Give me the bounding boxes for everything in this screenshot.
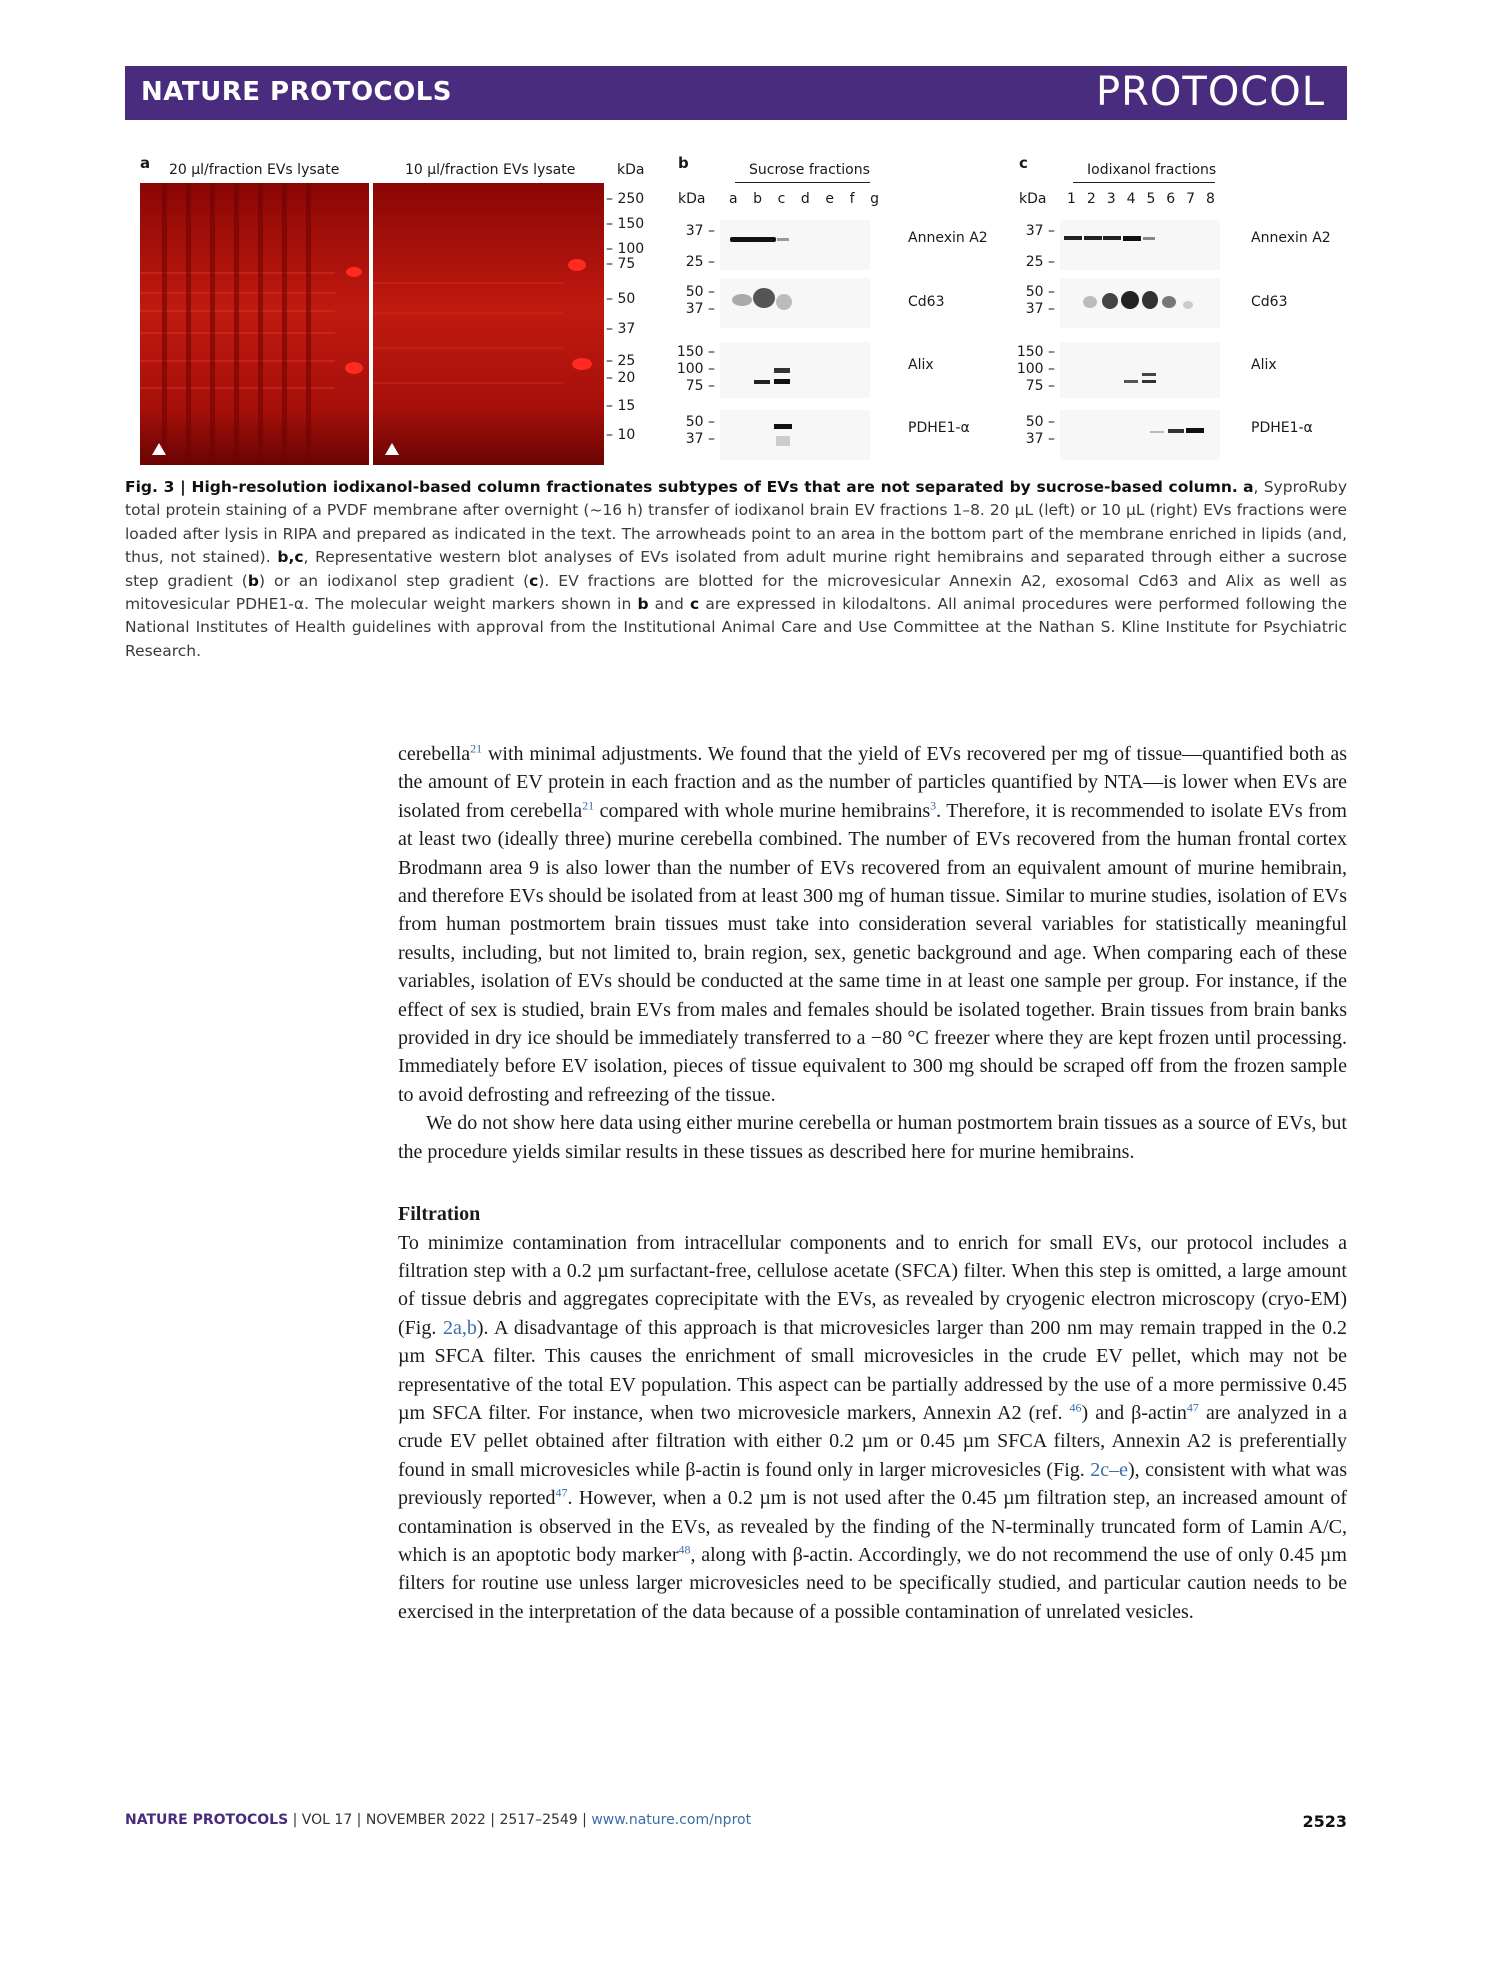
footer-journal: NATURE PROTOCOLS [125,1812,289,1828]
lane-label: 6 [1166,191,1176,207]
caption-letter: b,c [277,548,304,567]
iodixanol-kda-label: kDa [1019,191,1047,207]
gel-marker: – 75 [606,256,636,272]
journal-name: NATURE PROTOCOLS [141,77,453,107]
gel-left-title: 20 µl/fraction EVs lysate [169,162,340,178]
citation-link[interactable]: 48 [678,1542,691,1557]
iodixanol-lane-labels [1067,191,1215,207]
lane-label: 2 [1086,191,1096,207]
lane-label: g [870,191,879,207]
gel-marker: – 100 [606,241,645,257]
sucrose-kda-label: kDa [678,191,706,207]
caption-text: are expressed in kilodaltons. All animal procedures were performed following the National Institutes of Health guidelines with approval from the Institutional Animal Care and Use Committee at the Nathan S. Kline Institute for Psychiatric Research. [125,595,1347,660]
lane-label: e [825,191,835,207]
section-label: PROTOCOL [1095,69,1325,115]
citation-link[interactable]: 21 [470,741,483,756]
blot-markers-b: 37 – 25 – [685,223,715,270]
blot-sucrose-cd63 [720,278,870,328]
citation-link[interactable]: 47 [1186,1400,1199,1415]
panel-a-label: a [140,154,151,172]
blot-label: Alix [908,357,934,373]
lane-label: 4 [1126,191,1136,207]
page-number: 2523 [1302,1812,1347,1831]
blot-label: PDHE1-α [1251,420,1313,436]
gel-marker: – 250 [606,191,645,207]
lane-label: b [753,191,763,207]
gel-right-svg [373,183,604,465]
section-heading: Filtration [398,1203,481,1226]
body-text [398,740,1347,1626]
blot-markers-c: 50 – 37 – [1025,414,1055,447]
paragraph: To minimize contamination from intracellular components and to enrich for small EVs, our protocol includes a filtration step with a 0.2 µm surfactant-free, cellulose acetate (SFCA) filter. When this step is omitted, a large amount of tissue debris and aggregates coprecipitate with the EVs, as revealed by cryogenic electron microscopy (cryo-EM) (Fig. 2a,b). A disadvantage of this approach is that microvesicles larger than 200 nm may remain trapped in the 0.2 µm SFCA filter. This causes the enrichment of small microvesicles in the crude EV pellet, which may not be representative of the total EV population. This aspect can be partially addressed by the use of a more permissive 0.45 µm SFCA filter. For instance, when two microvesicle markers, Annexin A2 (ref. $^{46}$) and β-actin$^{47}$ are analyzed in a crude EV pellet obtained after filtration with either 0.2 µm or 0.45 µm SFCA filters, Annexin A2 is preferentially found in small microvesicles while β-actin is found only in larger microvesicles (Fig. 2c–e), consistent with what was previously reported$^{47}$. However, when a 0.2 µm is not used after the 0.45 µm filtration step, an increased amount of contamination is observed in the EVs, as revealed by the finding of the N-terminally truncated form of Lamin A/C, which is an apoptotic body marker$^{48}$, along with β-actin. Accordingly, we do not recommend the use of only 0.45 µm filters for routine use unless larger microvesicles need to be specifically studied, and particular caution needs to be exercised in the interpretation of the data because of a possible contamination of unrelated vesicles. [398,1231,1348,1623]
lane-label: 3 [1106,191,1116,207]
blot-sucrose-annexin [720,220,870,270]
caption-title: Fig. 3 | High-resolution iodixanol-based column fractionates subtypes of EVs that are not separated by sucrose-based column. [125,478,1238,496]
blot-sucrose-pdhe1 [720,410,870,460]
citation-link[interactable]: 47 [555,1485,568,1500]
paragraph: cerebella$^{21}$ with minimal adjustments. We found that the yield of EVs recovered per mg of tissue—quantified both as the amount of EV protein in each fraction and as the number of particles quantified by NTA—is lower when EVs are isolated from cerebella$^{21}$ compared with whole murine hemibrains$^3$. Therefore, it is recommended to isolate EVs from at least two (ideally three) murine cerebella combined. The number of EVs recovered from the human frontal cortex Brodmann area 9 is also lower than the number of EVs recovered from an equivalent amount of murine hemibrain, and therefore EVs should be isolated from at least 300 mg of human tissue. Similar to murine studies, isolation of EVs from human postmortem brain tissues must take into consideration several variables for statistically meaningful results, including, but not limited to, brain region, sex, genetic background and age. When comparing each of these variables, isolation of EVs should be conducted at the same time in at least one sample per group. For instance, if the effect of sex is studied, brain EVs from males and females should be isolated together. Brain tissues from brain banks provided in dry ice should be immediately transferred to a −80 °C freezer where they are kept frozen until processing. Immediately before EV isolation, pieces of tissue equivalent to 300 mg should be scraped off from the frozen sample to avoid defrosting and refreezing of the tissue. [398,741,1347,1106]
blot-label: Annexin A2 [1251,230,1331,246]
gel-marker: – 150 [606,216,645,232]
footer-url-link[interactable]: www.nature.com/nprot [591,1812,752,1828]
gel-marker: – 15 [606,398,636,414]
panel-b-label: b [678,154,689,172]
caption-text: , SyproRuby total protein staining of a PVDF membrane after overnight (~16 h) transfer of iodixanol brain EV fractions 1–8. 20 µL (left) or 10 µL (right) EVs fractions were loaded after lysis in RIPA and prepared as indicated in the text. The arrowheads point to an area in the bottom part of the membrane enriched in lipids (and, thus, not stained). [125,478,1347,567]
caption-letter: c [689,595,700,614]
figure-3 [125,150,1347,470]
gel-marker: – 20 [606,370,636,386]
lane-label: 7 [1186,191,1196,207]
iodixanol-title: Iodixanol fractions [1087,162,1217,178]
figure-link[interactable]: 2a,b [442,1316,477,1339]
lane-label: 5 [1146,191,1156,207]
blot-iodixanol-pdhe1 [1060,410,1220,460]
blot-sucrose-alix [720,342,870,398]
blot-label: Cd63 [908,294,945,310]
caption-text: ) or an iodixanol step gradient ( [258,571,530,590]
blot-iodixanol-cd63 [1060,278,1220,328]
gel-marker: – 37 [606,321,636,337]
blot-label: Alix [1251,357,1277,373]
caption-text: ). EV fractions are blotted for the microvesicular Annexin A2, exosomal Cd63 and Alix as well as mitovesicular PDHE1-α. The molecular weight markers shown in [125,571,1348,614]
blot-label: PDHE1-α [908,420,970,436]
panel-c-label: c [1019,154,1028,172]
caption-letter: c [529,571,539,590]
blot-markers-c: 50 – 37 – [1025,284,1055,317]
citation-link[interactable]: 3 [930,798,937,813]
caption-text: and [648,595,690,614]
sucrose-title-rule [735,182,870,183]
iodixanol-title-rule [1073,182,1215,183]
lane-label: f [849,191,855,207]
lane-label: a [729,191,738,207]
gel-marker: – 50 [606,291,636,307]
blot-markers-c: 37 – 25 – [1025,223,1055,270]
gel-marker: – 25 [606,353,636,369]
paragraph: We do not show here data using either murine cerebella or human postmortem brain tissues as a source of EVs, but the procedure yields similar results in these tissues as described here for murine hemibrains. [398,1112,1347,1163]
journal-header [125,66,1347,120]
lane-label: 8 [1206,191,1215,207]
figure-link[interactable]: 2c–e [1090,1458,1128,1481]
gel-marker: – 10 [606,427,636,443]
lane-label: d [800,191,810,207]
blot-markers-b: 50 – 37 – [685,414,715,447]
gel-right-image [373,183,604,465]
footer-details: | VOL 17 | NOVEMBER 2022 | 2517–2549 | [288,1812,592,1828]
caption-letter: b [247,571,259,590]
gel-kda-label: kDa [617,162,645,178]
caption-letter: a [1243,478,1254,496]
gel-left-svg [140,183,369,465]
blot-iodixanol-annexin [1060,220,1220,270]
blot-markers-c: 150 – 100 – 75 – [1016,344,1055,394]
lane-label: c [777,191,786,207]
lane-label: 1 [1067,191,1076,207]
caption-text: , Representative western blot analyses of EVs isolated from adult murine right hemibrains and separated through either a sucrose step gradient ( [125,548,1347,590]
blot-markers-b: 50 – 37 – [685,284,715,317]
blot-label: Annexin A2 [908,230,988,246]
figure-caption [125,476,1347,663]
gel-left-image [140,183,369,465]
citation-link[interactable]: 21 [582,798,595,813]
caption-letter: b [637,595,649,614]
blot-iodixanol-alix [1060,342,1220,398]
sucrose-title: Sucrose fractions [749,162,870,178]
gel-right-title: 10 µl/fraction EVs lysate [405,162,576,178]
blot-markers-b: 150 – 100 – 75 – [676,344,715,394]
citation-link[interactable]: 46 [1069,1400,1082,1415]
page-footer [125,1812,1347,1831]
sucrose-lane-labels [729,191,879,207]
blot-label: Cd63 [1251,294,1288,310]
